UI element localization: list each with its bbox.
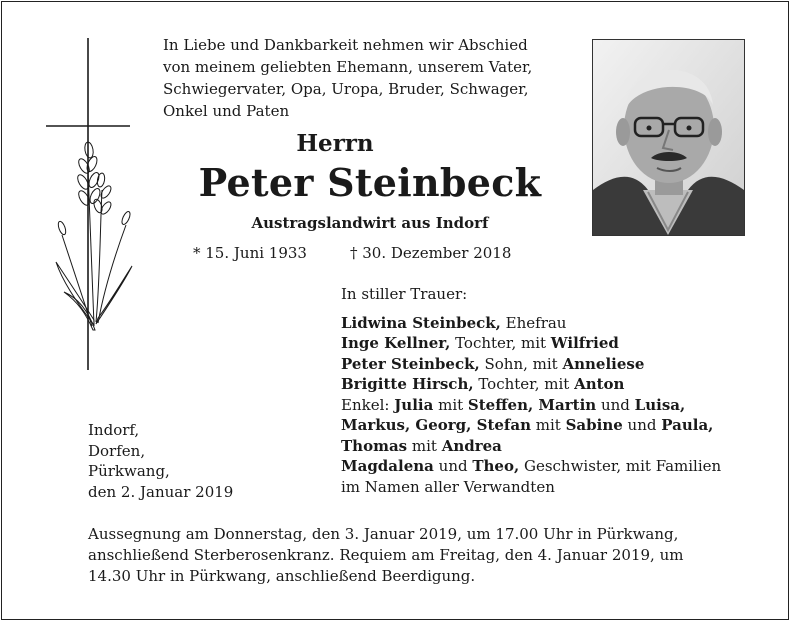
mourner-text: Ehefrau bbox=[500, 313, 567, 332]
mourner-text: mit bbox=[531, 416, 566, 434]
place-line: Dorfen, bbox=[88, 441, 146, 460]
mourner-name: Magdalena bbox=[341, 457, 434, 475]
mourner-name: Theo, bbox=[472, 457, 520, 475]
intro-line: In Liebe und Dankbarkeit nehmen wir Abschied bbox=[163, 36, 528, 54]
mourner-line bbox=[341, 313, 761, 334]
salutation: Herrn bbox=[296, 130, 374, 157]
mourner-name: Luisa, bbox=[634, 395, 686, 414]
mourner-line bbox=[341, 374, 761, 395]
mourner-line bbox=[341, 354, 761, 375]
mourner-name: Anneliese bbox=[562, 354, 645, 373]
funeral-line: anschließend Sterberosenkranz. Requiem am Freitag, den 4. Januar 2019, um bbox=[88, 546, 684, 564]
mourner-text: Tochter, mit bbox=[473, 375, 575, 393]
mourner-line bbox=[341, 436, 761, 457]
notice-date: den 2. Januar 2019 bbox=[88, 482, 234, 501]
place-line: Pürkwang, bbox=[88, 462, 170, 480]
mourner-text: mit bbox=[407, 436, 442, 455]
deceased-occupation: Austragslandwirt aus Indorf bbox=[251, 214, 489, 232]
mourner-text: mit bbox=[433, 395, 468, 414]
mourner-text: Sohn, mit bbox=[479, 354, 563, 373]
mourners-heading: In stiller Trauer: bbox=[341, 285, 468, 303]
mourner-name: Wilfried bbox=[550, 334, 619, 352]
death-date: † 30. Dezember 2018 bbox=[350, 244, 512, 262]
mourner-text: Tochter, mit bbox=[450, 334, 551, 352]
mourner-text: und bbox=[596, 395, 635, 414]
mourner-line bbox=[341, 477, 761, 498]
place-line: Indorf, bbox=[88, 421, 140, 439]
mourner-text: Enkel: bbox=[341, 395, 395, 414]
mourners-list bbox=[341, 284, 761, 497]
funeral-line: 14.30 Uhr in Pürkwang, anschließend Beerdigung. bbox=[88, 567, 476, 585]
mourner-name: Andrea bbox=[441, 436, 502, 455]
intro-line: von meinem geliebten Ehemann, unserem Vater, bbox=[163, 58, 533, 76]
mourner-text: und bbox=[433, 457, 473, 475]
mourner-line bbox=[341, 333, 761, 354]
intro-line: Schwiegervater, Opa, Uropa, Bruder, Schwager, bbox=[163, 80, 529, 98]
mourners-lines bbox=[341, 313, 761, 498]
mourner-name: Peter Steinbeck, bbox=[341, 354, 480, 373]
mourner-name: Thomas bbox=[341, 436, 408, 455]
mourner-name: Anton bbox=[574, 375, 625, 393]
mourner-name: Inge Kellner, bbox=[341, 334, 451, 352]
places-and-date bbox=[88, 420, 233, 502]
mourner-text: Geschwister, mit Familien bbox=[519, 457, 722, 475]
intro-line: Onkel und Paten bbox=[163, 102, 290, 120]
mourner-line bbox=[341, 395, 761, 416]
funeral-line: Aussegnung am Donnerstag, den 3. Januar 2019, um 17.00 Uhr in Pürkwang, bbox=[88, 525, 679, 543]
mourner-name: Markus, Georg, Stefan bbox=[341, 416, 531, 434]
cross-with-wheat-icon bbox=[40, 30, 140, 375]
mourner-line bbox=[341, 456, 761, 477]
mourner-name: Lidwina Steinbeck, bbox=[341, 313, 501, 332]
birth-date: * 15. Juni 1933 bbox=[193, 244, 307, 262]
mourner-text: im Namen aller Verwandten bbox=[341, 477, 555, 496]
mourner-line bbox=[341, 415, 761, 436]
mourner-text: und bbox=[622, 416, 662, 434]
funeral-details bbox=[88, 524, 748, 587]
portrait-photo bbox=[592, 39, 745, 236]
mourner-name: Sabine bbox=[565, 416, 623, 434]
mourner-name: Brigitte Hirsch, bbox=[341, 375, 474, 393]
mourner-name: Julia bbox=[394, 395, 434, 414]
mourner-name: Paula, bbox=[661, 416, 714, 434]
intro-text bbox=[163, 34, 573, 122]
mourner-name: Steffen, Martin bbox=[467, 395, 597, 414]
deceased-name: Peter Steinbeck bbox=[198, 160, 542, 205]
